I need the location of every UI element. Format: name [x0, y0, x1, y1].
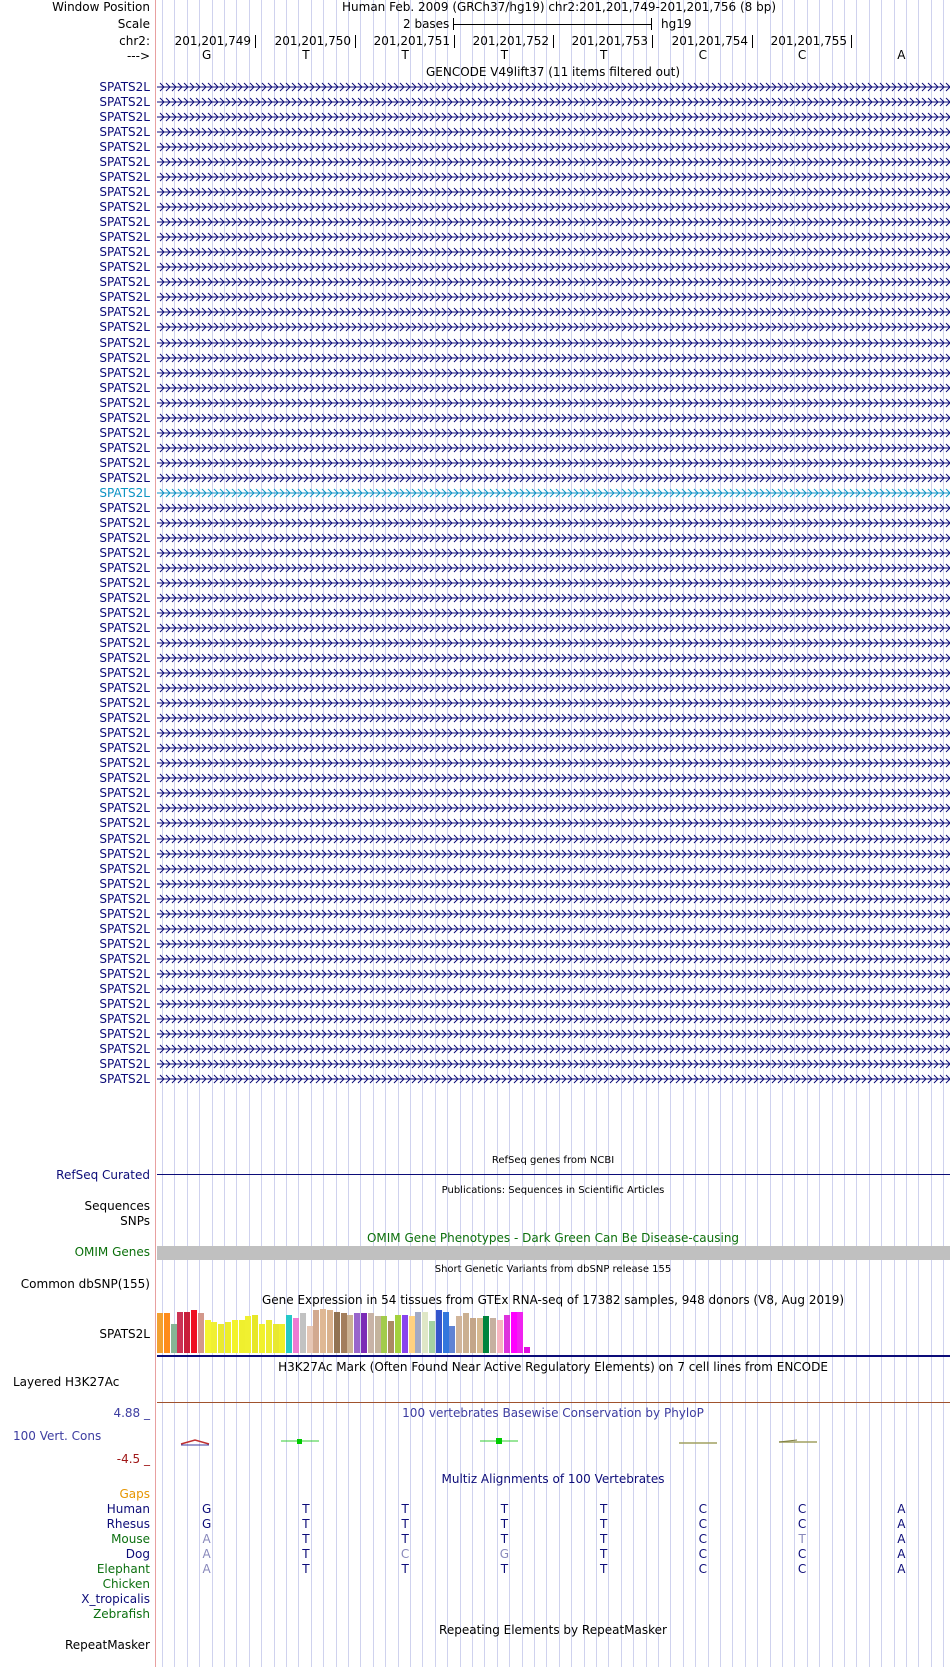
multiz-base: T [401, 1562, 409, 1576]
gencode-item-label[interactable]: SPATS2L [99, 921, 150, 936]
gencode-item-label[interactable]: SPATS2L [99, 606, 150, 621]
position-tick [553, 35, 554, 48]
gtex-tissue-bar[interactable] [470, 1318, 476, 1353]
gencode-transcript[interactable] [157, 953, 950, 965]
multiz-base: A [202, 1547, 211, 1561]
gencode-item-label[interactable]: SPATS2L [99, 275, 150, 290]
gencode-transcript[interactable] [157, 532, 950, 544]
multiz-base: T [401, 1517, 409, 1531]
multiz-base: T [401, 1532, 409, 1546]
gencode-transcript[interactable] [157, 682, 950, 694]
gencode-item-label[interactable]: SPATS2L [99, 140, 150, 155]
gencode-transcript[interactable] [157, 863, 950, 875]
gencode-item-label[interactable]: SPATS2L [99, 440, 150, 455]
base-letter: C [698, 48, 708, 62]
gencode-transcript[interactable] [157, 337, 950, 349]
gencode-transcript[interactable] [157, 156, 950, 168]
gencode-transcript[interactable] [157, 517, 950, 529]
gencode-item-label[interactable]: SPATS2L [99, 1071, 150, 1086]
gtex-tissue-bar[interactable] [368, 1313, 374, 1353]
gencode-item-label[interactable]: SPATS2L [99, 185, 150, 200]
gencode-item-label[interactable]: SPATS2L [99, 230, 150, 245]
gencode-transcript[interactable] [157, 81, 950, 93]
gencode-item-label[interactable]: SPATS2L [99, 80, 150, 94]
multiz-base: C [698, 1517, 708, 1531]
publications-track-title: Publications: Sequences in Scientific Articles [441, 1185, 665, 1196]
multiz-base: T [599, 1562, 608, 1576]
gencode-transcript[interactable] [157, 577, 950, 589]
gtex-tissue-bar[interactable] [477, 1318, 483, 1353]
multiz-track-title: Multiz Alignments of 100 Vertebrates [441, 1472, 665, 1486]
base-letter: T [599, 48, 608, 62]
publications-snps-label[interactable]: SNPs [120, 1214, 150, 1228]
gencode-item-label[interactable]: SPATS2L [99, 245, 150, 260]
gencode-item-label[interactable]: SPATS2L [99, 726, 150, 741]
gtex-tissue-bar[interactable] [490, 1318, 496, 1353]
position-tick [454, 35, 455, 48]
gencode-item-label[interactable]: SPATS2L [99, 636, 150, 651]
base-letter: C [797, 48, 807, 62]
gencode-item-label[interactable]: SPATS2L [99, 455, 150, 470]
window-position-label: Window Position [52, 0, 150, 14]
gencode-transcript[interactable] [157, 457, 950, 469]
gencode-transcript[interactable] [157, 502, 950, 514]
gencode-item-label[interactable]: SPATS2L [99, 771, 150, 786]
h3k27ac-track-label[interactable]: Layered H3K27Ac [13, 1375, 120, 1389]
gencode-item-label[interactable]: SPATS2L [99, 560, 150, 575]
gencode-transcript[interactable] [157, 246, 950, 258]
gtex-tissue-bar[interactable] [354, 1313, 360, 1353]
gencode-transcript[interactable] [157, 306, 950, 318]
omim-track-label[interactable]: OMIM Genes [74, 1245, 150, 1259]
gencode-item-label[interactable]: SPATS2L [99, 681, 150, 696]
position-label: 201,201,753 [571, 34, 648, 48]
multiz-base: A [897, 1532, 906, 1546]
gencode-item-label[interactable]: SPATS2L [99, 200, 150, 215]
gencode-transcript[interactable] [157, 697, 950, 709]
gencode-transcript[interactable] [157, 186, 950, 198]
multiz-gaps-label: Gaps [119, 1487, 150, 1501]
gtex-tissue-bar[interactable] [436, 1310, 442, 1353]
gtex-tissue-bar[interactable] [259, 1324, 265, 1353]
gtex-tissue-bar[interactable] [211, 1322, 217, 1353]
gencode-transcript[interactable] [157, 397, 950, 409]
gtex-tissue-bar[interactable] [164, 1313, 170, 1353]
gencode-transcript[interactable] [157, 487, 950, 499]
gencode-transcript[interactable] [157, 126, 950, 138]
multiz-species-label[interactable]: Rhesus [106, 1517, 150, 1531]
gencode-transcript[interactable] [157, 276, 950, 288]
gencode-item-label[interactable]: SPATS2L [99, 320, 150, 335]
gencode-transcript[interactable] [157, 1073, 950, 1085]
position-tick [652, 35, 653, 48]
gtex-tissue-bar[interactable] [456, 1316, 462, 1353]
multiz-base: C [698, 1547, 708, 1561]
gtex-tissue-bar[interactable] [375, 1316, 381, 1353]
multiz-base: A [897, 1517, 906, 1531]
scale-label: Scale [117, 17, 150, 31]
gtex-tissue-bar[interactable] [402, 1315, 408, 1353]
gtex-tissue-bar[interactable] [334, 1312, 340, 1353]
gencode-transcript[interactable] [157, 321, 950, 333]
multiz-base: T [302, 1547, 310, 1561]
multiz-base: C [797, 1547, 807, 1561]
scale-bar [453, 17, 652, 31]
gencode-item-label[interactable]: SPATS2L [99, 500, 150, 515]
gtex-tissue-bar[interactable] [266, 1320, 272, 1353]
multiz-base: T [599, 1517, 608, 1531]
gtex-gene-line [157, 1355, 950, 1357]
gtex-tissue-bar[interactable] [409, 1316, 415, 1353]
gencode-item-label[interactable]: SPATS2L [99, 966, 150, 981]
scale-value: 2 bases [403, 17, 450, 31]
cons-max-label: 4.88 _ [113, 1406, 150, 1420]
gencode-item-label[interactable]: SPATS2L [99, 260, 150, 275]
base-letter: G [201, 48, 212, 62]
gencode-transcript[interactable] [157, 968, 950, 980]
gencode-item-label[interactable]: SPATS2L [99, 621, 150, 636]
multiz-base: C [400, 1547, 410, 1561]
gencode-transcript[interactable] [157, 472, 950, 484]
gencode-transcript[interactable] [157, 712, 950, 724]
gencode-transcript[interactable] [157, 667, 950, 679]
h3k27ac-track-title: H3K27Ac Mark (Often Found Near Active Regulatory Elements) on 7 cell lines from ENCODE [278, 1360, 828, 1374]
gtex-tissue-bar[interactable] [191, 1310, 197, 1353]
position-tick [851, 35, 852, 48]
dbsnp-track-label[interactable]: Common dbSNP(155) [20, 1277, 150, 1291]
gencode-item-label[interactable]: SPATS2L [99, 110, 150, 125]
base-letter: T [302, 48, 310, 62]
gencode-track-title: GENCODE V49lift37 (11 items filtered out) [425, 65, 680, 79]
gencode-item-label[interactable]: SPATS2L [99, 290, 150, 305]
gencode-item-label[interactable]: SPATS2L [99, 335, 150, 350]
gtex-tissue-bar[interactable] [252, 1315, 258, 1353]
multiz-species-label[interactable]: Mouse [111, 1532, 150, 1546]
multiz-base: T [599, 1532, 608, 1546]
gencode-transcript[interactable] [157, 201, 950, 213]
base-letter: A [897, 48, 906, 62]
base-letter: T [401, 48, 409, 62]
gencode-item-label[interactable]: SPATS2L [99, 95, 150, 110]
gtex-track-label[interactable]: SPATS2L [99, 1327, 150, 1341]
position-label: 201,201,750 [274, 34, 351, 48]
gencode-transcript[interactable] [157, 412, 950, 424]
strand-label: ---> [126, 49, 150, 63]
gtex-tissue-bar[interactable] [327, 1310, 333, 1353]
multiz-base: C [698, 1532, 708, 1546]
gencode-transcript[interactable] [157, 171, 950, 183]
gencode-item-label[interactable]: SPATS2L [99, 1026, 150, 1041]
repeatmasker-track-label[interactable]: RepeatMasker [64, 1638, 150, 1652]
gtex-tissue-bar[interactable] [449, 1326, 455, 1353]
gencode-transcript[interactable] [157, 607, 950, 619]
gencode-transcript[interactable] [157, 742, 950, 754]
multiz-base: T [302, 1532, 310, 1546]
gtex-tissue-bar[interactable] [422, 1312, 428, 1353]
gencode-transcript[interactable] [157, 908, 950, 920]
gencode-transcript[interactable] [157, 817, 950, 829]
gencode-item-label[interactable]: SPATS2L [99, 591, 150, 606]
omim-track-title: OMIM Gene Phenotypes - Dark Green Can Be Disease-causing [366, 1231, 740, 1245]
multiz-base: T [599, 1547, 608, 1561]
gencode-item-label[interactable]: SPATS2L [99, 711, 150, 726]
gencode-transcript[interactable] [157, 562, 950, 574]
position-label: 201,201,754 [671, 34, 748, 48]
omim-gene-bar[interactable] [157, 1246, 950, 1260]
gtex-tissue-bar[interactable] [463, 1313, 469, 1353]
cons-track-title: 100 vertebrates Basewise Conservation by PhyloP [402, 1406, 704, 1420]
gencode-transcript[interactable] [157, 938, 950, 950]
gencode-transcript[interactable] [157, 893, 950, 905]
h3k27ac-signal-line [157, 1402, 950, 1403]
gencode-item-label[interactable]: SPATS2L [99, 575, 150, 590]
multiz-base: A [897, 1562, 906, 1576]
gtex-tissue-bar[interactable] [157, 1313, 163, 1353]
refseq-track-title: RefSeq genes from NCBI [491, 1155, 615, 1166]
gencode-item-label[interactable]: SPATS2L [99, 545, 150, 560]
gencode-transcript[interactable] [157, 802, 950, 814]
gencode-item-label[interactable]: SPATS2L [99, 651, 150, 666]
gencode-transcript[interactable] [157, 622, 950, 634]
gencode-item-label[interactable]: SPATS2L [99, 305, 150, 320]
window-position-value: Human Feb. 2009 (GRCh37/hg19) chr2:201,201,749-201,201,756 (8 bp) [342, 0, 777, 14]
gtex-tissue-bar[interactable] [381, 1316, 387, 1353]
gencode-item-label[interactable]: SPATS2L [99, 846, 150, 861]
gtex-tissue-bar[interactable] [205, 1320, 211, 1353]
gtex-track-title: Gene Expression in 54 tissues from GTEx RNA-seq of 17382 samples, 948 donors (V8, Aug 2019) [261, 1293, 845, 1307]
gencode-item-label[interactable]: SPATS2L [99, 831, 150, 846]
cons-track-label[interactable]: 100 Vert. Cons [13, 1429, 102, 1443]
gencode-item-label[interactable]: SPATS2L [99, 470, 150, 485]
multiz-base: T [798, 1532, 806, 1546]
gencode-item-label[interactable]: SPATS2L [99, 756, 150, 771]
gencode-transcript[interactable] [157, 848, 950, 860]
multiz-base: G [201, 1517, 212, 1531]
dbsnp-track-title: Short Genetic Variants from dbSNP release 155 [434, 1264, 672, 1275]
gencode-transcript[interactable] [157, 923, 950, 935]
gencode-item-label[interactable]: SPATS2L [99, 350, 150, 365]
gencode-transcript[interactable] [157, 111, 950, 123]
gencode-transcript[interactable] [157, 772, 950, 784]
multiz-base: A [897, 1502, 906, 1516]
gencode-item-label[interactable]: SPATS2L [99, 425, 150, 440]
gencode-item-label[interactable]: SPATS2L [99, 1041, 150, 1056]
multiz-base: T [599, 1502, 608, 1516]
base-letter: T [500, 48, 509, 62]
gencode-item-label[interactable]: SPATS2L [99, 996, 150, 1011]
multiz-species-label[interactable]: Elephant [96, 1562, 150, 1576]
multiz-species-label[interactable]: Chicken [102, 1577, 150, 1591]
gtex-tissue-bar[interactable] [307, 1326, 313, 1353]
position-tick [255, 35, 256, 48]
gtex-tissue-bar[interactable] [517, 1312, 523, 1353]
gencode-item-label[interactable]: SPATS2L [99, 861, 150, 876]
gencode-transcript[interactable] [157, 352, 950, 364]
gencode-transcript[interactable] [157, 1058, 950, 1070]
gencode-transcript[interactable] [157, 427, 950, 439]
gencode-item-label[interactable]: SPATS2L [99, 365, 150, 380]
multiz-base: A [897, 1547, 906, 1561]
gencode-item-label[interactable]: SPATS2L [99, 410, 150, 425]
multiz-base: A [202, 1532, 211, 1546]
gtex-tissue-bar[interactable] [483, 1316, 489, 1353]
gencode-item-label[interactable]: SPATS2L [99, 741, 150, 756]
gencode-transcript[interactable] [157, 727, 950, 739]
gtex-tissue-bar[interactable] [293, 1318, 299, 1353]
gtex-tissue-bar[interactable] [511, 1312, 517, 1353]
publications-sequences-label[interactable]: Sequences [84, 1199, 150, 1213]
gtex-tissue-bar[interactable] [232, 1320, 238, 1353]
gencode-item-label[interactable]: SPATS2L [99, 125, 150, 140]
gencode-transcript[interactable] [157, 833, 950, 845]
position-label: 201,201,749 [174, 34, 251, 48]
refseq-track-label[interactable]: RefSeq Curated [56, 1168, 150, 1182]
gencode-item-label[interactable]: SPATS2L [99, 380, 150, 395]
gencode-transcript[interactable] [157, 547, 950, 559]
multiz-base: C [797, 1517, 807, 1531]
gencode-transcript[interactable] [157, 261, 950, 273]
gencode-transcript[interactable] [157, 96, 950, 108]
gtex-tissue-bar[interactable] [198, 1313, 204, 1353]
gtex-tissue-bar[interactable] [286, 1315, 292, 1353]
gtex-tissue-bar[interactable] [171, 1324, 177, 1353]
multiz-base: T [302, 1562, 310, 1576]
gtex-tissue-bar[interactable] [347, 1315, 353, 1353]
gtex-tissue-bar[interactable] [341, 1313, 347, 1353]
gtex-tissue-bar[interactable] [313, 1310, 319, 1353]
position-tick [355, 35, 356, 48]
gencode-item-label[interactable]: SPATS2L [99, 936, 150, 951]
gencode-transcript[interactable] [157, 367, 950, 379]
position-label: 201,201,752 [472, 34, 549, 48]
multiz-base: T [500, 1502, 509, 1516]
phylop-signal [157, 1430, 950, 1450]
gtex-tissue-bar[interactable] [245, 1316, 251, 1353]
gencode-transcript[interactable] [157, 592, 950, 604]
position-label: 201,201,755 [770, 34, 847, 48]
gencode-item-label[interactable]: SPATS2L [99, 1011, 150, 1026]
gtex-tissue-bar[interactable] [524, 1347, 530, 1353]
gencode-transcript[interactable] [157, 983, 950, 995]
position-label: 201,201,751 [373, 34, 450, 48]
multiz-base: T [401, 1502, 409, 1516]
gtex-tissue-bar[interactable] [504, 1315, 510, 1353]
gencode-item-label[interactable]: SPATS2L [99, 215, 150, 230]
gencode-transcript[interactable] [157, 442, 950, 454]
gtex-tissue-bar[interactable] [218, 1324, 224, 1353]
gencode-item-label[interactable]: SPATS2L [99, 696, 150, 711]
gencode-transcript[interactable] [157, 1043, 950, 1055]
gencode-item-label[interactable]: SPATS2L [99, 891, 150, 906]
gencode-transcript[interactable] [157, 141, 950, 153]
gencode-item-label[interactable]: SPATS2L [99, 1056, 150, 1071]
multiz-base: A [202, 1562, 211, 1576]
gtex-tissue-bar[interactable] [177, 1312, 183, 1353]
gtex-tissue-bar[interactable] [279, 1324, 285, 1353]
multiz-base: T [500, 1562, 509, 1576]
gencode-transcript[interactable] [157, 637, 950, 649]
gtex-expression-chart[interactable] [157, 1308, 532, 1353]
gtex-tissue-bar[interactable] [239, 1320, 245, 1353]
gencode-item-label[interactable]: SPATS2L [99, 155, 150, 170]
position-tick [752, 35, 753, 48]
multiz-species-label[interactable]: Human [106, 1502, 150, 1516]
gencode-item-label[interactable]: SPATS2L [99, 906, 150, 921]
gtex-tissue-bar[interactable] [361, 1313, 367, 1353]
gtex-tissue-bar[interactable] [415, 1312, 421, 1353]
gencode-item-label[interactable]: SPATS2L [99, 395, 150, 410]
cons-min-label: -4.5 _ [116, 1452, 150, 1466]
gencode-transcript[interactable] [157, 757, 950, 769]
gencode-transcript[interactable] [157, 231, 950, 243]
multiz-species-label[interactable]: X_tropicalis [81, 1592, 150, 1606]
gencode-item-label[interactable]: SPATS2L [99, 801, 150, 816]
multiz-base: G [201, 1502, 212, 1516]
multiz-species-label[interactable]: Dog [125, 1547, 150, 1561]
gencode-transcript[interactable] [157, 652, 950, 664]
multiz-base: G [499, 1547, 510, 1561]
gencode-item-label[interactable]: SPATS2L [99, 951, 150, 966]
multiz-base: C [797, 1562, 807, 1576]
scale-assembly: hg19 [661, 17, 692, 31]
gencode-transcript[interactable] [157, 878, 950, 890]
gencode-transcript[interactable] [157, 291, 950, 303]
gtex-tissue-bar[interactable] [273, 1324, 279, 1353]
gencode-item-label[interactable]: SPATS2L [99, 485, 150, 500]
gtex-tissue-bar[interactable] [225, 1322, 231, 1353]
gencode-item-label[interactable]: SPATS2L [99, 981, 150, 996]
gencode-item-label[interactable]: SPATS2L [99, 816, 150, 831]
multiz-base: T [500, 1532, 509, 1546]
gencode-item-label[interactable]: SPATS2L [99, 530, 150, 545]
gencode-item-label[interactable]: SPATS2L [99, 170, 150, 185]
gtex-tissue-bar[interactable] [395, 1315, 401, 1353]
gencode-item-label[interactable]: SPATS2L [99, 515, 150, 530]
gtex-tissue-bar[interactable] [300, 1313, 306, 1353]
multiz-base: T [500, 1517, 509, 1531]
multiz-species-label[interactable]: Zebrafish [93, 1607, 150, 1621]
gencode-transcript[interactable] [157, 1013, 950, 1025]
gencode-transcript[interactable] [157, 998, 950, 1010]
gencode-transcript[interactable] [157, 382, 950, 394]
gencode-item-label[interactable]: SPATS2L [99, 666, 150, 681]
gtex-tissue-bar[interactable] [429, 1321, 435, 1353]
gencode-transcript[interactable] [157, 1028, 950, 1040]
refseq-gene-line[interactable] [157, 1174, 950, 1175]
multiz-base: C [698, 1502, 708, 1516]
chrom-label: chr2: [119, 34, 150, 48]
gtex-tissue-bar[interactable] [443, 1312, 449, 1353]
gtex-tissue-bar[interactable] [184, 1312, 190, 1353]
multiz-base: T [302, 1517, 310, 1531]
gencode-transcript[interactable] [157, 216, 950, 228]
gtex-tissue-bar[interactable] [497, 1320, 503, 1353]
multiz-base: C [698, 1562, 708, 1576]
gencode-item-label[interactable]: SPATS2L [99, 876, 150, 891]
repeatmasker-track-title: Repeating Elements by RepeatMasker [439, 1623, 667, 1637]
gencode-transcript[interactable] [157, 787, 950, 799]
multiz-base: T [302, 1502, 310, 1516]
gtex-tissue-bar[interactable] [388, 1321, 394, 1353]
gencode-item-label[interactable]: SPATS2L [99, 786, 150, 801]
multiz-base: C [797, 1502, 807, 1516]
gtex-tissue-bar[interactable] [320, 1309, 326, 1353]
